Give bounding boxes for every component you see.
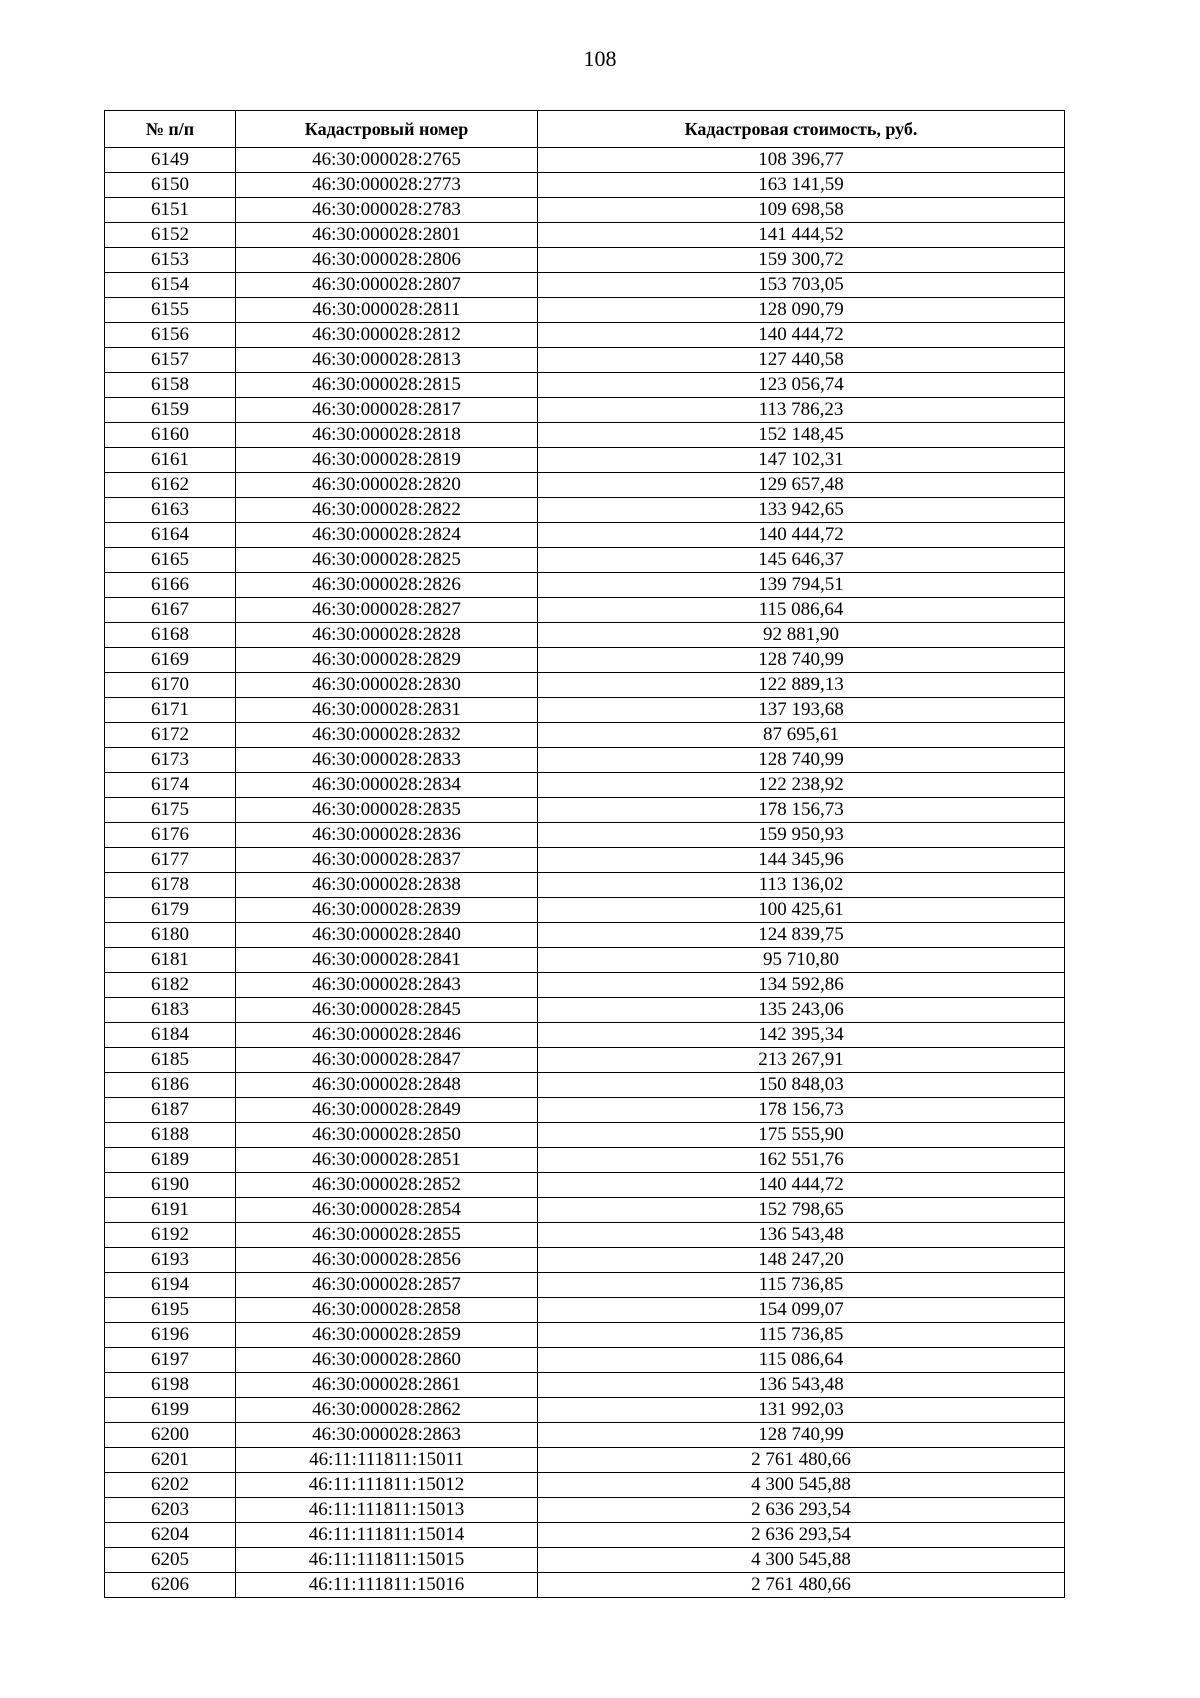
cadastral-value-cell: 109 698,58 <box>538 198 1065 223</box>
table-row <box>105 1073 1065 1098</box>
row-number-cell: 6192 <box>105 1223 236 1248</box>
cadastral-number-cell: 46:30:000028:2801 <box>236 223 538 248</box>
cadastral-number-cell: 46:30:000028:2859 <box>236 1323 538 1348</box>
cadastral-value-cell: 128 740,99 <box>538 648 1065 673</box>
table-row <box>105 1473 1065 1498</box>
row-number-cell: 6204 <box>105 1523 236 1548</box>
row-number-cell: 6167 <box>105 598 236 623</box>
row-number-cell: 6197 <box>105 1348 236 1373</box>
row-number-cell: 6159 <box>105 398 236 423</box>
row-number-cell: 6176 <box>105 823 236 848</box>
cadastral-value-cell: 87 695,61 <box>538 723 1065 748</box>
table-body <box>105 148 1065 1598</box>
table-row <box>105 1498 1065 1523</box>
table-row <box>105 1023 1065 1048</box>
cadastral-value-cell: 133 942,65 <box>538 498 1065 523</box>
cadastral-number-cell: 46:30:000028:2851 <box>236 1148 538 1173</box>
cadastral-number-cell: 46:30:000028:2852 <box>236 1173 538 1198</box>
cadastral-value-cell: 178 156,73 <box>538 1098 1065 1123</box>
row-number-cell: 6206 <box>105 1573 236 1598</box>
cadastral-number-cell: 46:30:000028:2854 <box>236 1198 538 1223</box>
cadastral-number-cell: 46:30:000028:2807 <box>236 273 538 298</box>
row-number-cell: 6201 <box>105 1448 236 1473</box>
cadastral-value-cell: 145 646,37 <box>538 548 1065 573</box>
cadastral-value-cell: 134 592,86 <box>538 973 1065 998</box>
table-row <box>105 623 1065 648</box>
cadastral-value-cell: 136 543,48 <box>538 1223 1065 1248</box>
row-number-cell: 6198 <box>105 1373 236 1398</box>
row-number-cell: 6161 <box>105 448 236 473</box>
table-row <box>105 748 1065 773</box>
row-number-cell: 6172 <box>105 723 236 748</box>
row-number-cell: 6158 <box>105 373 236 398</box>
row-number-cell: 6156 <box>105 323 236 348</box>
table-row <box>105 673 1065 698</box>
table-row <box>105 1273 1065 1298</box>
row-number-cell: 6162 <box>105 473 236 498</box>
cadastral-number-cell: 46:11:111811:15011 <box>236 1448 538 1473</box>
cadastral-value-cell: 128 740,99 <box>538 748 1065 773</box>
table-row <box>105 1448 1065 1473</box>
cadastral-value-cell: 95 710,80 <box>538 948 1065 973</box>
cadastral-value-cell: 115 086,64 <box>538 598 1065 623</box>
table-row <box>105 848 1065 873</box>
cadastral-value-cell: 123 056,74 <box>538 373 1065 398</box>
cadastral-number-cell: 46:30:000028:2863 <box>236 1423 538 1448</box>
cadastral-number-cell: 46:30:000028:2836 <box>236 823 538 848</box>
cadastral-number-cell: 46:30:000028:2773 <box>236 173 538 198</box>
cadastral-number-cell: 46:30:000028:2828 <box>236 623 538 648</box>
row-number-cell: 6157 <box>105 348 236 373</box>
table-row <box>105 798 1065 823</box>
table-row <box>105 598 1065 623</box>
cadastral-number-cell: 46:30:000028:2815 <box>236 373 538 398</box>
table-row <box>105 723 1065 748</box>
table-row <box>105 823 1065 848</box>
row-number-cell: 6149 <box>105 148 236 173</box>
cadastral-number-cell: 46:30:000028:2841 <box>236 948 538 973</box>
row-number-cell: 6175 <box>105 798 236 823</box>
table-row <box>105 1548 1065 1573</box>
row-number-cell: 6185 <box>105 1048 236 1073</box>
table-row <box>105 373 1065 398</box>
cadastral-number-cell: 46:30:000028:2840 <box>236 923 538 948</box>
cadastral-number-cell: 46:30:000028:2834 <box>236 773 538 798</box>
cadastral-value-cell: 128 740,99 <box>538 1423 1065 1448</box>
cadastral-value-cell: 154 099,07 <box>538 1298 1065 1323</box>
cadastral-value-cell: 135 243,06 <box>538 998 1065 1023</box>
cadastral-number-cell: 46:30:000028:2830 <box>236 673 538 698</box>
cadastral-number-cell: 46:30:000028:2827 <box>236 598 538 623</box>
table-row <box>105 973 1065 998</box>
table-row <box>105 1398 1065 1423</box>
cadastral-value-table <box>104 110 1065 1598</box>
cadastral-value-cell: 4 300 545,88 <box>538 1473 1065 1498</box>
row-number-cell: 6154 <box>105 273 236 298</box>
table-row <box>105 173 1065 198</box>
cadastral-number-cell: 46:30:000028:2837 <box>236 848 538 873</box>
cadastral-number-cell: 46:30:000028:2838 <box>236 873 538 898</box>
cadastral-value-cell: 148 247,20 <box>538 1248 1065 1273</box>
table-row <box>105 573 1065 598</box>
cadastral-value-cell: 113 786,23 <box>538 398 1065 423</box>
cadastral-value-cell: 142 395,34 <box>538 1023 1065 1048</box>
table-row <box>105 1223 1065 1248</box>
cadastral-value-cell: 140 444,72 <box>538 323 1065 348</box>
cadastral-value-cell: 2 761 480,66 <box>538 1573 1065 1598</box>
table-row <box>105 1348 1065 1373</box>
table-row <box>105 148 1065 173</box>
row-number-cell: 6170 <box>105 673 236 698</box>
cadastral-number-cell: 46:30:000028:2817 <box>236 398 538 423</box>
cadastral-value-cell: 100 425,61 <box>538 898 1065 923</box>
cadastral-number-cell: 46:30:000028:2824 <box>236 523 538 548</box>
cadastral-number-cell: 46:30:000028:2811 <box>236 298 538 323</box>
cadastral-number-cell: 46:30:000028:2861 <box>236 1373 538 1398</box>
cadastral-number-cell: 46:30:000028:2832 <box>236 723 538 748</box>
cadastral-value-cell: 127 440,58 <box>538 348 1065 373</box>
cadastral-number-cell: 46:30:000028:2849 <box>236 1098 538 1123</box>
cadastral-number-cell: 46:30:000028:2819 <box>236 448 538 473</box>
cadastral-value-cell: 124 839,75 <box>538 923 1065 948</box>
cadastral-value-cell: 163 141,59 <box>538 173 1065 198</box>
cadastral-number-cell: 46:30:000028:2831 <box>236 698 538 723</box>
table-row <box>105 1323 1065 1348</box>
table-row <box>105 998 1065 1023</box>
table-row <box>105 473 1065 498</box>
cadastral-number-cell: 46:30:000028:2812 <box>236 323 538 348</box>
table-row <box>105 1173 1065 1198</box>
row-number-cell: 6169 <box>105 648 236 673</box>
cadastral-value-cell: 152 148,45 <box>538 423 1065 448</box>
row-number-cell: 6181 <box>105 948 236 973</box>
cadastral-value-cell: 159 950,93 <box>538 823 1065 848</box>
row-number-cell: 6178 <box>105 873 236 898</box>
table-header-row <box>105 111 1065 148</box>
cadastral-number-cell: 46:30:000028:2848 <box>236 1073 538 1098</box>
row-number-cell: 6190 <box>105 1173 236 1198</box>
table-row <box>105 1523 1065 1548</box>
cadastral-number-cell: 46:30:000028:2850 <box>236 1123 538 1148</box>
cadastral-number-cell: 46:30:000028:2835 <box>236 798 538 823</box>
table-row <box>105 873 1065 898</box>
row-number-cell: 6165 <box>105 548 236 573</box>
cadastral-value-cell: 122 238,92 <box>538 773 1065 798</box>
cadastral-number-cell: 46:11:111811:15016 <box>236 1573 538 1598</box>
row-number-cell: 6160 <box>105 423 236 448</box>
row-number-cell: 6163 <box>105 498 236 523</box>
table-row <box>105 1198 1065 1223</box>
cadastral-value-cell: 131 992,03 <box>538 1398 1065 1423</box>
table-row <box>105 898 1065 923</box>
table-row <box>105 498 1065 523</box>
cadastral-number-cell: 46:11:111811:15012 <box>236 1473 538 1498</box>
cadastral-number-cell: 46:30:000028:2813 <box>236 348 538 373</box>
table-row <box>105 198 1065 223</box>
row-number-cell: 6174 <box>105 773 236 798</box>
cadastral-number-cell: 46:11:111811:15013 <box>236 1498 538 1523</box>
table-row <box>105 448 1065 473</box>
table-row <box>105 773 1065 798</box>
cadastral-number-cell: 46:30:000028:2862 <box>236 1398 538 1423</box>
table-row <box>105 248 1065 273</box>
cadastral-value-cell: 144 345,96 <box>538 848 1065 873</box>
cadastral-value-cell: 115 086,64 <box>538 1348 1065 1373</box>
cadastral-value-cell: 115 736,85 <box>538 1323 1065 1348</box>
cadastral-value-cell: 213 267,91 <box>538 1048 1065 1073</box>
cadastral-value-cell: 159 300,72 <box>538 248 1065 273</box>
row-number-cell: 6203 <box>105 1498 236 1523</box>
table-row <box>105 548 1065 573</box>
cadastral-value-cell: 140 444,72 <box>538 523 1065 548</box>
row-number-cell: 6187 <box>105 1098 236 1123</box>
cadastral-number-cell: 46:30:000028:2855 <box>236 1223 538 1248</box>
row-number-cell: 6189 <box>105 1148 236 1173</box>
row-number-cell: 6195 <box>105 1298 236 1323</box>
row-number-cell: 6155 <box>105 298 236 323</box>
header-cadastral-value: Кадастровая стоимость, руб. <box>538 111 1065 148</box>
row-number-cell: 6183 <box>105 998 236 1023</box>
cadastral-value-cell: 113 136,02 <box>538 873 1065 898</box>
table-row <box>105 423 1065 448</box>
table-row <box>105 273 1065 298</box>
table-row <box>105 1298 1065 1323</box>
table-row <box>105 1373 1065 1398</box>
row-number-cell: 6184 <box>105 1023 236 1048</box>
table-row <box>105 298 1065 323</box>
cadastral-value-cell: 92 881,90 <box>538 623 1065 648</box>
cadastral-number-cell: 46:30:000028:2857 <box>236 1273 538 1298</box>
cadastral-value-cell: 147 102,31 <box>538 448 1065 473</box>
cadastral-value-cell: 2 636 293,54 <box>538 1523 1065 1548</box>
cadastral-number-cell: 46:30:000028:2847 <box>236 1048 538 1073</box>
row-number-cell: 6150 <box>105 173 236 198</box>
cadastral-number-cell: 46:30:000028:2856 <box>236 1248 538 1273</box>
table-row <box>105 1148 1065 1173</box>
cadastral-value-cell: 139 794,51 <box>538 573 1065 598</box>
table-row <box>105 1248 1065 1273</box>
cadastral-number-cell: 46:11:111811:15015 <box>236 1548 538 1573</box>
cadastral-value-cell: 2 761 480,66 <box>538 1448 1065 1473</box>
cadastral-value-cell: 162 551,76 <box>538 1148 1065 1173</box>
row-number-cell: 6182 <box>105 973 236 998</box>
table-row <box>105 698 1065 723</box>
cadastral-value-cell: 153 703,05 <box>538 273 1065 298</box>
cadastral-number-cell: 46:30:000028:2825 <box>236 548 538 573</box>
cadastral-number-cell: 46:30:000028:2858 <box>236 1298 538 1323</box>
row-number-cell: 6202 <box>105 1473 236 1498</box>
cadastral-value-cell: 122 889,13 <box>538 673 1065 698</box>
cadastral-number-cell: 46:30:000028:2820 <box>236 473 538 498</box>
header-cadastral-number: Кадастровый номер <box>236 111 538 148</box>
cadastral-value-cell: 129 657,48 <box>538 473 1065 498</box>
row-number-cell: 6151 <box>105 198 236 223</box>
table-row <box>105 1098 1065 1123</box>
row-number-cell: 6179 <box>105 898 236 923</box>
cadastral-number-cell: 46:30:000028:2829 <box>236 648 538 673</box>
table-row <box>105 1573 1065 1598</box>
row-number-cell: 6164 <box>105 523 236 548</box>
table-row <box>105 398 1065 423</box>
cadastral-number-cell: 46:30:000028:2845 <box>236 998 538 1023</box>
cadastral-value-cell: 4 300 545,88 <box>538 1548 1065 1573</box>
cadastral-value-cell: 2 636 293,54 <box>538 1498 1065 1523</box>
cadastral-number-cell: 46:30:000028:2822 <box>236 498 538 523</box>
table-row <box>105 223 1065 248</box>
table-row <box>105 348 1065 373</box>
page-number: 108 <box>583 46 617 71</box>
cadastral-number-cell: 46:30:000028:2860 <box>236 1348 538 1373</box>
cadastral-value-cell: 128 090,79 <box>538 298 1065 323</box>
row-number-cell: 6199 <box>105 1398 236 1423</box>
cadastral-number-cell: 46:30:000028:2846 <box>236 1023 538 1048</box>
cadastral-value-cell: 141 444,52 <box>538 223 1065 248</box>
cadastral-value-cell: 140 444,72 <box>538 1173 1065 1198</box>
table-row <box>105 923 1065 948</box>
row-number-cell: 6173 <box>105 748 236 773</box>
cadastral-number-cell: 46:30:000028:2839 <box>236 898 538 923</box>
cadastral-number-cell: 46:30:000028:2765 <box>236 148 538 173</box>
row-number-cell: 6186 <box>105 1073 236 1098</box>
row-number-cell: 6194 <box>105 1273 236 1298</box>
table-row <box>105 948 1065 973</box>
row-number-cell: 6168 <box>105 623 236 648</box>
table-row <box>105 1423 1065 1448</box>
cadastral-value-cell: 152 798,65 <box>538 1198 1065 1223</box>
table-row <box>105 323 1065 348</box>
row-number-cell: 6191 <box>105 1198 236 1223</box>
cadastral-value-cell: 137 193,68 <box>538 698 1065 723</box>
cadastral-number-cell: 46:11:111811:15014 <box>236 1523 538 1548</box>
header-row-number: № п/п <box>105 111 236 148</box>
row-number-cell: 6152 <box>105 223 236 248</box>
cadastral-value-cell: 175 555,90 <box>538 1123 1065 1148</box>
row-number-cell: 6153 <box>105 248 236 273</box>
cadastral-number-cell: 46:30:000028:2843 <box>236 973 538 998</box>
cadastral-value-cell: 178 156,73 <box>538 798 1065 823</box>
cadastral-value-cell: 150 848,03 <box>538 1073 1065 1098</box>
row-number-cell: 6193 <box>105 1248 236 1273</box>
cadastral-number-cell: 46:30:000028:2806 <box>236 248 538 273</box>
cadastral-value-cell: 115 736,85 <box>538 1273 1065 1298</box>
row-number-cell: 6196 <box>105 1323 236 1348</box>
cadastral-number-cell: 46:30:000028:2833 <box>236 748 538 773</box>
cadastral-value-cell: 108 396,77 <box>538 148 1065 173</box>
cadastral-number-cell: 46:30:000028:2818 <box>236 423 538 448</box>
cadastral-number-cell: 46:30:000028:2783 <box>236 198 538 223</box>
row-number-cell: 6177 <box>105 848 236 873</box>
row-number-cell: 6205 <box>105 1548 236 1573</box>
row-number-cell: 6180 <box>105 923 236 948</box>
table-row <box>105 1123 1065 1148</box>
table-row <box>105 648 1065 673</box>
table-row <box>105 523 1065 548</box>
row-number-cell: 6171 <box>105 698 236 723</box>
cadastral-value-cell: 136 543,48 <box>538 1373 1065 1398</box>
row-number-cell: 6188 <box>105 1123 236 1148</box>
table-row <box>105 1048 1065 1073</box>
row-number-cell: 6166 <box>105 573 236 598</box>
row-number-cell: 6200 <box>105 1423 236 1448</box>
cadastral-number-cell: 46:30:000028:2826 <box>236 573 538 598</box>
